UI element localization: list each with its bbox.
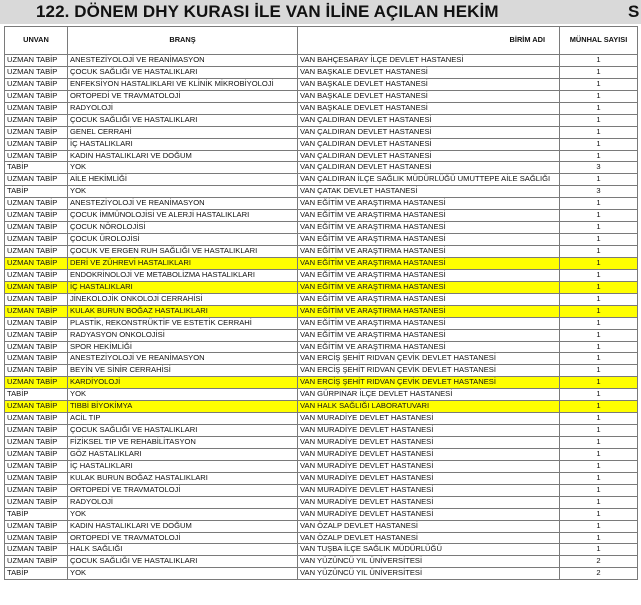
cell-brans: ORTOPEDİ VE TRAVMATOLOJİ bbox=[68, 484, 298, 496]
cell-brans: ÇOCUK NÖROLOJİSİ bbox=[68, 222, 298, 234]
cell-munhal: 1 bbox=[560, 508, 638, 520]
cell-birim: VAN MURADİYE DEVLET HASTANESİ bbox=[298, 425, 560, 437]
cell-munhal: 1 bbox=[560, 126, 638, 138]
cell-birim: VAN EĞİTİM VE ARAŞTIRMA HASTANESİ bbox=[298, 222, 560, 234]
cell-unvan: UZMAN TABİP bbox=[5, 55, 68, 67]
cell-brans: YOK bbox=[68, 568, 298, 580]
cell-birim: VAN ÇATAK DEVLET HASTANESİ bbox=[298, 186, 560, 198]
cell-unvan: UZMAN TABİP bbox=[5, 484, 68, 496]
table-row bbox=[5, 556, 638, 568]
cell-unvan: UZMAN TABİP bbox=[5, 174, 68, 186]
table-row bbox=[5, 269, 638, 281]
cell-munhal: 1 bbox=[560, 532, 638, 544]
table-row bbox=[5, 138, 638, 150]
table-row bbox=[5, 425, 638, 437]
cell-brans: FİZİKSEL TIP VE REHABİLİTASYON bbox=[68, 437, 298, 449]
cell-munhal: 1 bbox=[560, 401, 638, 413]
cell-brans: ÇOCUK İMMÜNOLOJİSİ VE ALERJİ HASTALIKLARI bbox=[68, 210, 298, 222]
cell-birim: VAN ÇALDIRAN DEVLET HASTANESİ bbox=[298, 114, 560, 126]
cell-brans: ÇOCUK SAĞLIĞI VE HASTALIKLARI bbox=[68, 114, 298, 126]
cell-birim: VAN EĞİTİM VE ARAŞTIRMA HASTANESİ bbox=[298, 198, 560, 210]
cell-brans: GENEL CERRAHİ bbox=[68, 126, 298, 138]
cell-munhal: 1 bbox=[560, 102, 638, 114]
cell-unvan: UZMAN TABİP bbox=[5, 460, 68, 472]
cell-birim: VAN ÇALDIRAN DEVLET HASTANESİ bbox=[298, 150, 560, 162]
cell-brans: YOK bbox=[68, 508, 298, 520]
cell-brans: AİLE HEKİMLİĞİ bbox=[68, 174, 298, 186]
table-row bbox=[5, 293, 638, 305]
cell-brans: KADIN HASTALIKLARI VE DOĞUM bbox=[68, 520, 298, 532]
cell-brans: TIBBİ BİYOKİMYA bbox=[68, 401, 298, 413]
table-row bbox=[5, 222, 638, 234]
cell-munhal: 1 bbox=[560, 472, 638, 484]
cell-unvan: UZMAN TABİP bbox=[5, 78, 68, 90]
cell-brans: PLASTİK, REKONSTRÜKTİF VE ESTETİK CERRAHİ bbox=[68, 317, 298, 329]
cell-unvan: TABİP bbox=[5, 568, 68, 580]
cell-munhal: 1 bbox=[560, 150, 638, 162]
cell-munhal: 1 bbox=[560, 210, 638, 222]
table-row bbox=[5, 66, 638, 78]
cell-munhal: 1 bbox=[560, 377, 638, 389]
table-body bbox=[5, 55, 638, 580]
cell-unvan: UZMAN TABİP bbox=[5, 496, 68, 508]
cell-unvan: UZMAN TABİP bbox=[5, 448, 68, 460]
cell-unvan: UZMAN TABİP bbox=[5, 317, 68, 329]
table-row bbox=[5, 532, 638, 544]
table-row bbox=[5, 90, 638, 102]
cell-birim: VAN GÜRPINAR İLÇE DEVLET HASTANESİ bbox=[298, 389, 560, 401]
cell-birim: VAN HALK SAĞLIĞI LABORATUVARI bbox=[298, 401, 560, 413]
cell-unvan: UZMAN TABİP bbox=[5, 401, 68, 413]
table-row bbox=[5, 508, 638, 520]
cell-munhal: 1 bbox=[560, 413, 638, 425]
page-title: 122. DÖNEM DHY KURASI İLE VAN İLİNE AÇILAN HEKİM bbox=[36, 2, 499, 21]
cell-brans: RADYASYON ONKOLOJİSİ bbox=[68, 329, 298, 341]
cell-unvan: UZMAN TABİP bbox=[5, 257, 68, 269]
table-row bbox=[5, 401, 638, 413]
cell-unvan: TABİP bbox=[5, 389, 68, 401]
cell-munhal: 1 bbox=[560, 114, 638, 126]
cell-munhal: 3 bbox=[560, 186, 638, 198]
cell-brans: GÖZ HASTALIKLARI bbox=[68, 448, 298, 460]
header-row bbox=[5, 27, 638, 55]
cell-brans: ENFEKSİYON HASTALIKLARI VE KLİNİK MİKROBİYOLOJİ bbox=[68, 78, 298, 90]
cell-munhal: 2 bbox=[560, 568, 638, 580]
cell-birim: VAN MURADİYE DEVLET HASTANESİ bbox=[298, 413, 560, 425]
cell-unvan: UZMAN TABİP bbox=[5, 544, 68, 556]
cell-munhal: 1 bbox=[560, 437, 638, 449]
cell-munhal: 1 bbox=[560, 269, 638, 281]
table-row bbox=[5, 389, 638, 401]
cell-birim: VAN TUŞBA İLÇE SAĞLIK MÜDÜRLÜĞÜ bbox=[298, 544, 560, 556]
cell-brans: ÇOCUK SAĞLIĞI VE HASTALIKLARI bbox=[68, 556, 298, 568]
cell-unvan: UZMAN TABİP bbox=[5, 222, 68, 234]
cell-unvan: UZMAN TABİP bbox=[5, 281, 68, 293]
cell-birim: VAN YÜZÜNCÜ YIL ÜNİVERSİTESİ bbox=[298, 556, 560, 568]
cell-brans: SPOR HEKİMLİĞİ bbox=[68, 341, 298, 353]
table-row bbox=[5, 55, 638, 67]
cell-birim: VAN EĞİTİM VE ARAŞTIRMA HASTANESİ bbox=[298, 210, 560, 222]
table-row bbox=[5, 281, 638, 293]
cell-birim: VAN ÖZALP DEVLET HASTANESİ bbox=[298, 532, 560, 544]
cell-birim: VAN ERCİŞ ŞEHİT RIDVAN ÇEVİK DEVLET HASTANESİ bbox=[298, 377, 560, 389]
cell-unvan: UZMAN TABİP bbox=[5, 353, 68, 365]
cell-unvan: UZMAN TABİP bbox=[5, 234, 68, 246]
cell-unvan: UZMAN TABİP bbox=[5, 138, 68, 150]
table-row bbox=[5, 210, 638, 222]
cell-munhal: 1 bbox=[560, 317, 638, 329]
cell-birim: VAN ERCİŞ ŞEHİT RIDVAN ÇEVİK DEVLET HASTANESİ bbox=[298, 353, 560, 365]
cell-brans: İÇ HASTALIKLARI bbox=[68, 281, 298, 293]
cell-unvan: UZMAN TABİP bbox=[5, 150, 68, 162]
cell-brans: İÇ HASTALIKLARI bbox=[68, 460, 298, 472]
cell-munhal: 1 bbox=[560, 78, 638, 90]
cell-brans: YOK bbox=[68, 389, 298, 401]
table-row bbox=[5, 150, 638, 162]
cell-brans: KARDİYOLOJİ bbox=[68, 377, 298, 389]
cell-birim: VAN ÇALDIRAN DEVLET HASTANESİ bbox=[298, 126, 560, 138]
cell-munhal: 3 bbox=[560, 162, 638, 174]
table-row bbox=[5, 234, 638, 246]
table-row bbox=[5, 174, 638, 186]
cell-birim: VAN ERCİŞ ŞEHİT RIDVAN ÇEVİK DEVLET HASTANESİ bbox=[298, 365, 560, 377]
cell-brans: KADIN HASTALIKLARI VE DOĞUM bbox=[68, 150, 298, 162]
cell-unvan: UZMAN TABİP bbox=[5, 114, 68, 126]
table-row bbox=[5, 257, 638, 269]
cell-unvan: UZMAN TABİP bbox=[5, 556, 68, 568]
cell-brans: HALK SAĞLIĞI bbox=[68, 544, 298, 556]
cell-unvan: UZMAN TABİP bbox=[5, 198, 68, 210]
cell-munhal: 1 bbox=[560, 305, 638, 317]
cell-munhal: 1 bbox=[560, 365, 638, 377]
cell-munhal: 2 bbox=[560, 556, 638, 568]
cell-brans: DERİ VE ZÜHREVİ HASTALIKLARI bbox=[68, 257, 298, 269]
cell-brans: ÇOCUK SAĞLIĞI VE HASTALIKLARI bbox=[68, 425, 298, 437]
table-row bbox=[5, 78, 638, 90]
cell-birim: VAN MURADİYE DEVLET HASTANESİ bbox=[298, 484, 560, 496]
table-row bbox=[5, 162, 638, 174]
cell-munhal: 1 bbox=[560, 496, 638, 508]
cell-birim: VAN MURADİYE DEVLET HASTANESİ bbox=[298, 448, 560, 460]
table-row bbox=[5, 460, 638, 472]
cell-unvan: UZMAN TABİP bbox=[5, 532, 68, 544]
table-row bbox=[5, 544, 638, 556]
cell-unvan: UZMAN TABİP bbox=[5, 66, 68, 78]
cell-unvan: UZMAN TABİP bbox=[5, 90, 68, 102]
cell-birim: VAN EĞİTİM VE ARAŞTIRMA HASTANESİ bbox=[298, 317, 560, 329]
cell-munhal: 1 bbox=[560, 257, 638, 269]
cell-birim: VAN YÜZÜNCÜ YIL ÜNİVERSİTESİ bbox=[298, 568, 560, 580]
cell-munhal: 1 bbox=[560, 246, 638, 258]
table-row bbox=[5, 102, 638, 114]
cell-birim: VAN EĞİTİM VE ARAŞTIRMA HASTANESİ bbox=[298, 234, 560, 246]
cell-unvan: UZMAN TABİP bbox=[5, 377, 68, 389]
cell-brans: YOK bbox=[68, 162, 298, 174]
cell-birim: VAN BAŞKALE DEVLET HASTANESİ bbox=[298, 78, 560, 90]
cell-unvan: UZMAN TABİP bbox=[5, 413, 68, 425]
cell-birim: VAN ÇALDIRAN DEVLET HASTANESİ bbox=[298, 162, 560, 174]
cell-brans: ORTOPEDİ VE TRAVMATOLOJİ bbox=[68, 90, 298, 102]
clipped-title-fragment: S bbox=[628, 2, 640, 21]
table-row bbox=[5, 568, 638, 580]
cell-munhal: 1 bbox=[560, 138, 638, 150]
cell-birim: VAN MURADİYE DEVLET HASTANESİ bbox=[298, 472, 560, 484]
cell-munhal: 1 bbox=[560, 520, 638, 532]
table-row bbox=[5, 377, 638, 389]
table-row bbox=[5, 198, 638, 210]
cell-birim: VAN BAŞKALE DEVLET HASTANESİ bbox=[298, 66, 560, 78]
cell-brans: RADYOLOJİ bbox=[68, 496, 298, 508]
cell-brans: KULAK BURUN BOĞAZ HASTALIKLARI bbox=[68, 472, 298, 484]
header-brans: BRANŞ bbox=[68, 27, 298, 55]
title-bar bbox=[0, 0, 641, 24]
cell-munhal: 1 bbox=[560, 460, 638, 472]
table-row bbox=[5, 114, 638, 126]
cell-birim: VAN BAHÇESARAY İLÇE DEVLET HASTANESİ bbox=[298, 55, 560, 67]
cell-unvan: UZMAN TABİP bbox=[5, 102, 68, 114]
cell-brans: BEYİN VE SİNİR CERRAHİSİ bbox=[68, 365, 298, 377]
cell-unvan: UZMAN TABİP bbox=[5, 210, 68, 222]
cell-unvan: UZMAN TABİP bbox=[5, 293, 68, 305]
cell-brans: ANESTEZİYOLOJİ VE REANİMASYON bbox=[68, 198, 298, 210]
cell-munhal: 1 bbox=[560, 174, 638, 186]
cell-brans: ORTOPEDİ VE TRAVMATOLOJİ bbox=[68, 532, 298, 544]
cell-birim: VAN EĞİTİM VE ARAŞTIRMA HASTANESİ bbox=[298, 341, 560, 353]
table-row bbox=[5, 437, 638, 449]
cell-birim: VAN EĞİTİM VE ARAŞTIRMA HASTANESİ bbox=[298, 293, 560, 305]
cell-birim: VAN EĞİTİM VE ARAŞTIRMA HASTANESİ bbox=[298, 329, 560, 341]
table-row bbox=[5, 353, 638, 365]
cell-unvan: UZMAN TABİP bbox=[5, 472, 68, 484]
table-row bbox=[5, 365, 638, 377]
cell-birim: VAN EĞİTİM VE ARAŞTIRMA HASTANESİ bbox=[298, 281, 560, 293]
cell-unvan: UZMAN TABİP bbox=[5, 425, 68, 437]
cell-munhal: 1 bbox=[560, 222, 638, 234]
table-row bbox=[5, 126, 638, 138]
cell-birim: VAN BAŞKALE DEVLET HASTANESİ bbox=[298, 90, 560, 102]
cell-birim: VAN ÇALDIRAN DEVLET HASTANESİ bbox=[298, 138, 560, 150]
cell-birim: VAN ÇALDIRAN İLÇE SAĞLIK MÜDÜRLÜĞÜ UMUTTEPE AİLE SAĞLIĞI bbox=[298, 174, 560, 186]
cell-birim: VAN MURADİYE DEVLET HASTANESİ bbox=[298, 508, 560, 520]
cell-birim: VAN MURADİYE DEVLET HASTANESİ bbox=[298, 496, 560, 508]
cell-munhal: 1 bbox=[560, 544, 638, 556]
cell-unvan: TABİP bbox=[5, 508, 68, 520]
table-row bbox=[5, 520, 638, 532]
table-row bbox=[5, 329, 638, 341]
cell-brans: ÇOCUK ÜROLOJİSİ bbox=[68, 234, 298, 246]
cell-munhal: 1 bbox=[560, 353, 638, 365]
cell-unvan: TABİP bbox=[5, 186, 68, 198]
table-row bbox=[5, 448, 638, 460]
cell-brans: KULAK BURUN BOĞAZ HASTALIKLARI bbox=[68, 305, 298, 317]
cell-munhal: 1 bbox=[560, 281, 638, 293]
table-row bbox=[5, 496, 638, 508]
cell-birim: VAN MURADİYE DEVLET HASTANESİ bbox=[298, 437, 560, 449]
table-row bbox=[5, 472, 638, 484]
cell-munhal: 1 bbox=[560, 55, 638, 67]
cell-brans: JİNEKOLOJİK ONKOLOJİ CERRAHİSİ bbox=[68, 293, 298, 305]
cell-unvan: UZMAN TABİP bbox=[5, 341, 68, 353]
table-row bbox=[5, 484, 638, 496]
cell-unvan: TABİP bbox=[5, 162, 68, 174]
table-row bbox=[5, 413, 638, 425]
header-birim: BİRİM ADI bbox=[298, 27, 560, 55]
cell-brans: İÇ HASTALIKLARI bbox=[68, 138, 298, 150]
cell-munhal: 1 bbox=[560, 389, 638, 401]
cell-munhal: 1 bbox=[560, 198, 638, 210]
cell-birim: VAN EĞİTİM VE ARAŞTIRMA HASTANESİ bbox=[298, 257, 560, 269]
table-row bbox=[5, 186, 638, 198]
cell-munhal: 1 bbox=[560, 425, 638, 437]
cell-birim: VAN EĞİTİM VE ARAŞTIRMA HASTANESİ bbox=[298, 305, 560, 317]
cell-unvan: UZMAN TABİP bbox=[5, 365, 68, 377]
table-row bbox=[5, 317, 638, 329]
cell-birim: VAN BAŞKALE DEVLET HASTANESİ bbox=[298, 102, 560, 114]
cell-munhal: 1 bbox=[560, 90, 638, 102]
table-row bbox=[5, 246, 638, 258]
cell-unvan: UZMAN TABİP bbox=[5, 126, 68, 138]
table-row bbox=[5, 305, 638, 317]
cell-munhal: 1 bbox=[560, 484, 638, 496]
cell-munhal: 1 bbox=[560, 66, 638, 78]
table-row bbox=[5, 341, 638, 353]
cell-unvan: UZMAN TABİP bbox=[5, 269, 68, 281]
cell-munhal: 1 bbox=[560, 293, 638, 305]
cell-unvan: UZMAN TABİP bbox=[5, 246, 68, 258]
cell-unvan: UZMAN TABİP bbox=[5, 329, 68, 341]
cell-brans: ANESTEZİYOLOJİ VE REANİMASYON bbox=[68, 55, 298, 67]
header-unvan: UNVAN bbox=[5, 27, 68, 55]
cell-birim: VAN ÖZALP DEVLET HASTANESİ bbox=[298, 520, 560, 532]
cell-birim: VAN EĞİTİM VE ARAŞTIRMA HASTANESİ bbox=[298, 246, 560, 258]
cell-birim: VAN EĞİTİM VE ARAŞTIRMA HASTANESİ bbox=[298, 269, 560, 281]
cell-brans: ACİL TIP bbox=[68, 413, 298, 425]
cell-unvan: UZMAN TABİP bbox=[5, 305, 68, 317]
cell-brans: YOK bbox=[68, 186, 298, 198]
cell-brans: ANESTEZİYOLOJİ VE REANİMASYON bbox=[68, 353, 298, 365]
cell-brans: RADYOLOJİ bbox=[68, 102, 298, 114]
cell-munhal: 1 bbox=[560, 234, 638, 246]
positions-table bbox=[4, 26, 638, 580]
cell-brans: ÇOCUK VE ERGEN RUH SAĞLIĞI VE HASTALIKLARI bbox=[68, 246, 298, 258]
cell-munhal: 1 bbox=[560, 448, 638, 460]
cell-munhal: 1 bbox=[560, 329, 638, 341]
cell-unvan: UZMAN TABİP bbox=[5, 520, 68, 532]
cell-munhal: 1 bbox=[560, 341, 638, 353]
cell-unvan: UZMAN TABİP bbox=[5, 437, 68, 449]
cell-birim: VAN MURADİYE DEVLET HASTANESİ bbox=[298, 460, 560, 472]
cell-brans: ÇOCUK SAĞLIĞI VE HASTALIKLARI bbox=[68, 66, 298, 78]
cell-brans: ENDOKRİNOLOJİ VE METABOLİZMA HASTALIKLARI bbox=[68, 269, 298, 281]
header-munhal: MÜNHAL SAYISI bbox=[560, 27, 638, 55]
